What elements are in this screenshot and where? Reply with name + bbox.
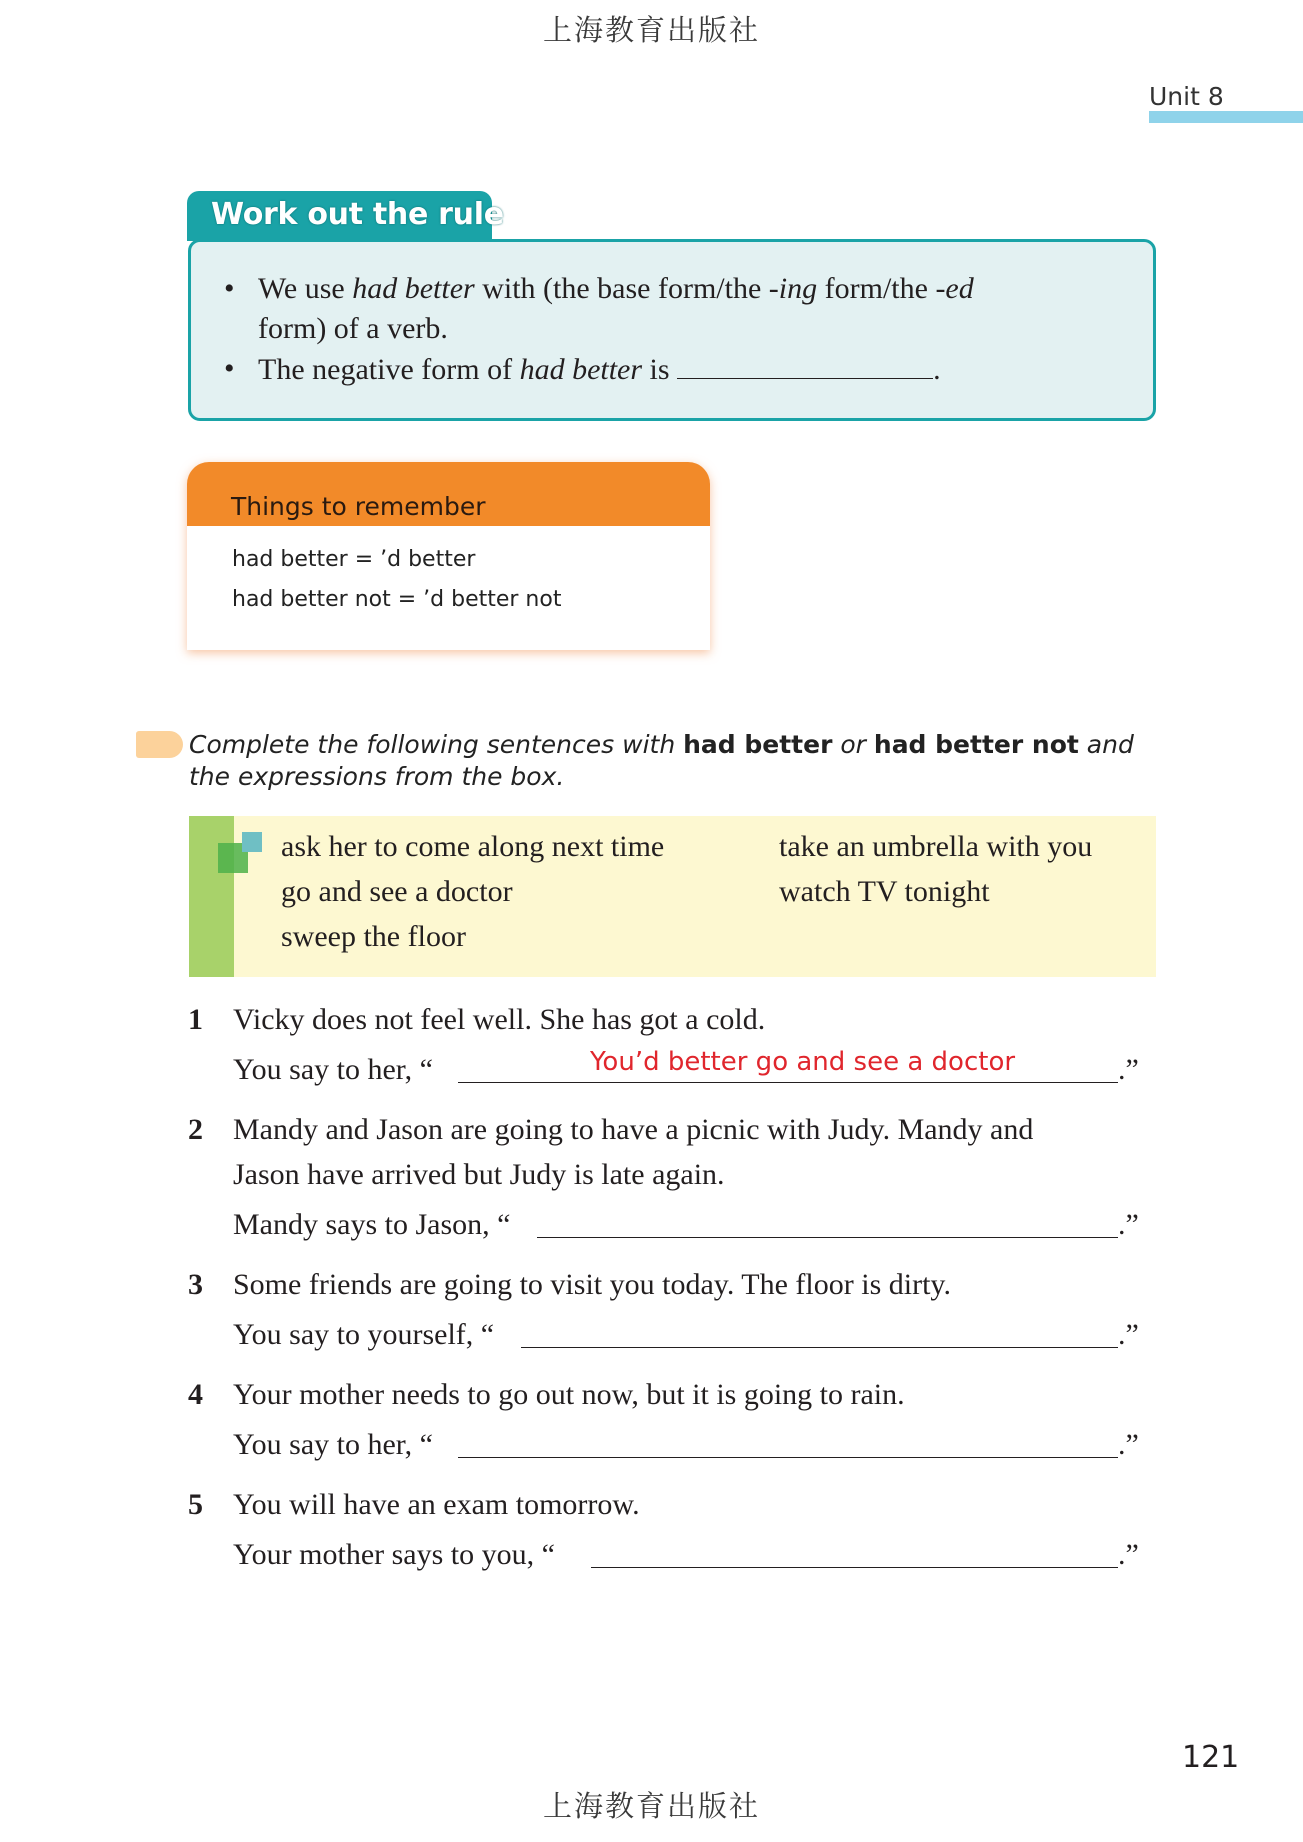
- closing-quote: .”: [1118, 1428, 1139, 1461]
- rule-title: Work out the rule: [211, 197, 504, 232]
- expression-strip: [189, 816, 234, 977]
- sample-answer: You’d better go and see a doctor: [590, 1047, 1016, 1077]
- publisher-footer: 上海教育出版社: [542, 1789, 760, 1823]
- exercise-context: Mandy and Jason are going to have a picnic with Judy. Mandy and: [233, 1113, 1034, 1146]
- rule-bullet-2: The negative form of had better is .: [258, 349, 941, 390]
- closing-quote: .”: [1118, 1538, 1139, 1571]
- exercise-number: 3: [188, 1268, 203, 1301]
- page-number: 121: [1182, 1740, 1240, 1775]
- exercise-number: 4: [188, 1378, 203, 1411]
- expression-item: sweep the floor: [281, 920, 466, 953]
- expression-item: watch TV tonight: [779, 875, 990, 908]
- instruction: Complete the following sentences with had better or had better not and the expressions from the box.: [189, 730, 1134, 791]
- closing-quote: .”: [1118, 1208, 1139, 1241]
- exercise-prompt: You say to her, “: [233, 1428, 433, 1461]
- expression-item: go and see a doctor: [281, 875, 513, 908]
- bullet-dot: •: [224, 352, 235, 385]
- expression-item: ask her to come along next time: [281, 830, 665, 863]
- rule-bullet-1: We use had better with (the base form/the -ing form/the -ed: [258, 272, 974, 305]
- exercise-number: 5: [188, 1488, 203, 1521]
- closing-quote: .”: [1118, 1318, 1139, 1351]
- remember-box: [187, 462, 710, 650]
- exercise-context: Vicky does not feel well. She has got a cold.: [233, 1003, 766, 1036]
- remember-title: Things to remember: [231, 492, 486, 521]
- exercise-prompt: You say to her, “: [233, 1053, 433, 1086]
- answer-line[interactable]: [458, 1081, 1118, 1083]
- exercise-prompt: You say to yourself, “: [233, 1318, 495, 1351]
- answer-line[interactable]: [591, 1566, 1118, 1568]
- exercise-context: Your mother needs to go out now, but it is going to rain.: [233, 1378, 905, 1411]
- unit-label: Unit 8: [1149, 82, 1224, 111]
- exercise-context: Some friends are going to visit you today. The floor is dirty.: [233, 1268, 951, 1301]
- fill-blank[interactable]: [677, 349, 933, 379]
- exercise-prompt: Mandy says to Jason, “: [233, 1208, 511, 1241]
- exercise-context: You will have an exam tomorrow.: [233, 1488, 640, 1521]
- closing-quote: .”: [1118, 1053, 1139, 1086]
- expression-item: take an umbrella with you: [779, 830, 1093, 863]
- answer-line[interactable]: [458, 1456, 1118, 1458]
- remember-line-2: had better not = ’d better not: [232, 587, 562, 612]
- unit-bar: [1149, 111, 1303, 123]
- decor-square-icon: [242, 832, 262, 852]
- instruction-marker: [136, 731, 183, 758]
- exercise-number: 2: [188, 1113, 203, 1146]
- answer-line[interactable]: [537, 1236, 1118, 1238]
- rule-bullet-1-cont: form) of a verb.: [258, 312, 448, 345]
- remember-line-1: had better = ’d better: [232, 547, 476, 572]
- bullet-dot: •: [224, 272, 235, 305]
- answer-line[interactable]: [521, 1346, 1118, 1348]
- publisher-header: 上海教育出版社: [542, 13, 760, 47]
- exercise-number: 1: [188, 1003, 203, 1036]
- exercise-context: Jason have arrived but Judy is late again.: [233, 1158, 725, 1191]
- exercise-prompt: Your mother says to you, “: [233, 1538, 555, 1571]
